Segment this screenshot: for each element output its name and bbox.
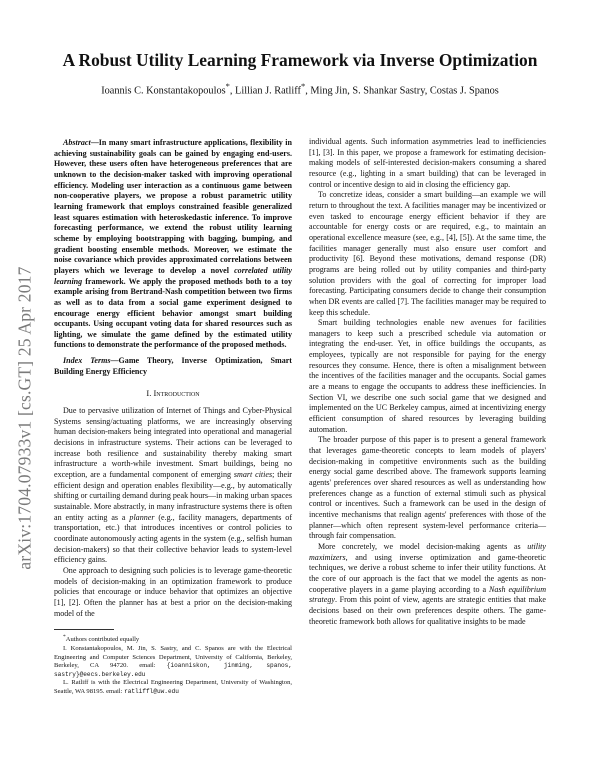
- body-paragraph-3: Smart building technologies enable new avenues for facilities managers to keep such a prescribed schedule via automation or integrating the end-user. Yet, in office buildings the occupants, as employees, typically are not responsible for paying for the energy resources they consume. Hence, there is often a misalignment between the incentives of the facilities manager and the occupants. Social games are a means to engage the occupants to address these inefficiencies. In Section VI, we describe one such social game that we designed and implemented on the UC Berkeley campus, aimed at incentivizing energy efficient consumption of shared resources by leveraging building automation.: [309, 318, 546, 434]
- section-heading: I. Introduction: [146, 388, 200, 399]
- body-paragraph-4: The broader purpose of this paper is to present a general framework that leverages game-theoretic concepts to learn models of players' decision-making in competitive environments such as the building energy social game described above. The framework supports learning agents' preferences over shared resources as well as understanding how preferences change as a function of external stimuli such as physical control or incentives. Such a framework can be used in the design of incentive mechanisms that realign agents' preferences with those of the planner—which often represent system-level performance criteria—through fair compensation.: [309, 435, 546, 541]
- intro-paragraph-1: Due to pervasive utilization of Internet of Things and Cyber-Physical Systems sensing/actuating platforms, we are increasingly observing human decision-makers being integrated into operational and managerial decisions in infrastructure systems. Their actions can be leveraged to increase both resilience and sustainability thereby making smart infrastructure a worth-while investment. Smart buildings, being no exception, are a fundamental component of emerging smart cities; their efficient design and operation enables flexibility—e.g., by automatically shifting or curtailing demand during peak hours—in making urban spaces sustainable. More abstractly, in many infrastructure systems there is often an entity acting as a planner (e.g., facility managers, departments of transportation, etc.) that introduces incentives or control policies to coordinate autonomously acting agents in the system (e.g., selfish human decision-makers) so that their collective behavior leads to system-level efficiency gains.: [54, 406, 292, 565]
- footnote-affiliation-berkeley: I. Konstantakopoulos, M. Jin, S. Sastry, and C. Spanos are with the Electrical Engineering and Computer Sciences Department, University of California, Berkeley, Berkeley, CA 94720. email: {ioanniskon, jinming, spanos, sastry}@eecs.berkeley.edu: [54, 644, 292, 678]
- arxiv-identifier: arXiv:1704.07933v1 [cs.GT] 25 Apr 2017: [14, 266, 35, 570]
- left-column: [54, 138, 292, 697]
- paper-title: A Robust Utility Learning Framework via Inverse Optimization: [62, 50, 538, 70]
- body-paragraph-5: More concretely, we model decision-making agents as utility maximizers, and using inverse optimization and game-theoretic techniques, we derive a robust scheme to infer their utility functions. At the core of our approach is the fact that we model the agents as non-cooperative players in a game playing according to a Nash equilibrium strategy. From this point of view, agents are strategic entities that make decisions based on their own preferences despite others. The game-theoretic framework both allows for qualitative insights to be made: [309, 541, 546, 626]
- body-paragraph-1: individual agents. Such information asymmetries lead to inefficiencies [1], [3]. In this paper, we propose a framework for estimating decision-making models of self-interested decision-makers consuming a shared resource (e.g., lighting in a smart building) that can be leveraged in control or incentive design to aid in closing the efficiency gap.: [309, 137, 546, 189]
- intro-paragraph-2: One approach to designing such policies is to leverage game-theoretic models of decision-making in an optimization framework to produce policies that encourage or induce behavior that optimizes an objective [1], [2]. Often the planner has at best a prior on the decision-making model of the: [54, 565, 292, 618]
- body-paragraph-2: To concretize ideas, consider a smart building—an example we will return to throughout the text. A facilities manager may be incentivized or even tasked to encourage energy efficient behavior if they are accountable for energy costs or are required, e.g., to maintain an operational excellence measure (see, e.g., [4], [5]). At the same time, the facilities manager generally must also ensure user comfort and productivity [6]. Beyond these motivations, demand response (DR) programs are being rolled out by utility companies and third-party solution providers with the goal of correcting for improper load forecasting. Participating consumers decide to change their consumption when DR events are called [7]. The facilities manager may be required to keep this schedule.: [309, 190, 546, 317]
- abstract: Abstract—In many smart infrastructure applications, flexibility in achieving sustainability goals can be gained by engaging end-users. However, these users often have heterogeneous preferences that are unknown to the decision-maker tasked with improving operational efficiency. Modeling user interaction as a continuous game between non-cooperative players, we propose a robust parametric utility learning framework that employs constrained feasible generalized least squares estimation with heteroskedastic inference. To improve forecasting performance, we extend the robust utility learning scheme by employing bootstrapping with bagging, bumping, and gradient boosting ensemble methods. Moreover, we estimate the noise covariance which provides approximated correlations between players which we leverage to develop a novel correlated utility learning framework. We apply the proposed methods both to a toy example arising from Bertrand-Nash competition between two firms as well as to data from a social game experiment designed to encourage energy efficient behavior amongst smart building occupants. Using occupant voting data for shared resources such as lighting, we simulate the game defined by the estimated utility functions to demonstrate the performance of the proposed methods.: [54, 138, 292, 350]
- footnote-affiliation-uw: L. Ratliff is with the Electrical Engineering Department, University of Washington, Seattle, WA 98195. email: ratliffl@uw.edu: [54, 679, 292, 695]
- right-column: [309, 137, 546, 627]
- index-terms: Index Terms—Game Theory, Inverse Optimization, Smart Building Energy Efficiency: [54, 356, 292, 376]
- footnote-equal-contribution: *Authors contributed equally: [63, 634, 140, 644]
- author-list: Ioannis C. Konstantakopoulos*, Lillian J. Ratliff*, Ming Jin, S. Shankar Sastry, Costas J. Spanos: [101, 81, 499, 97]
- footnote-rule: [54, 629, 114, 630]
